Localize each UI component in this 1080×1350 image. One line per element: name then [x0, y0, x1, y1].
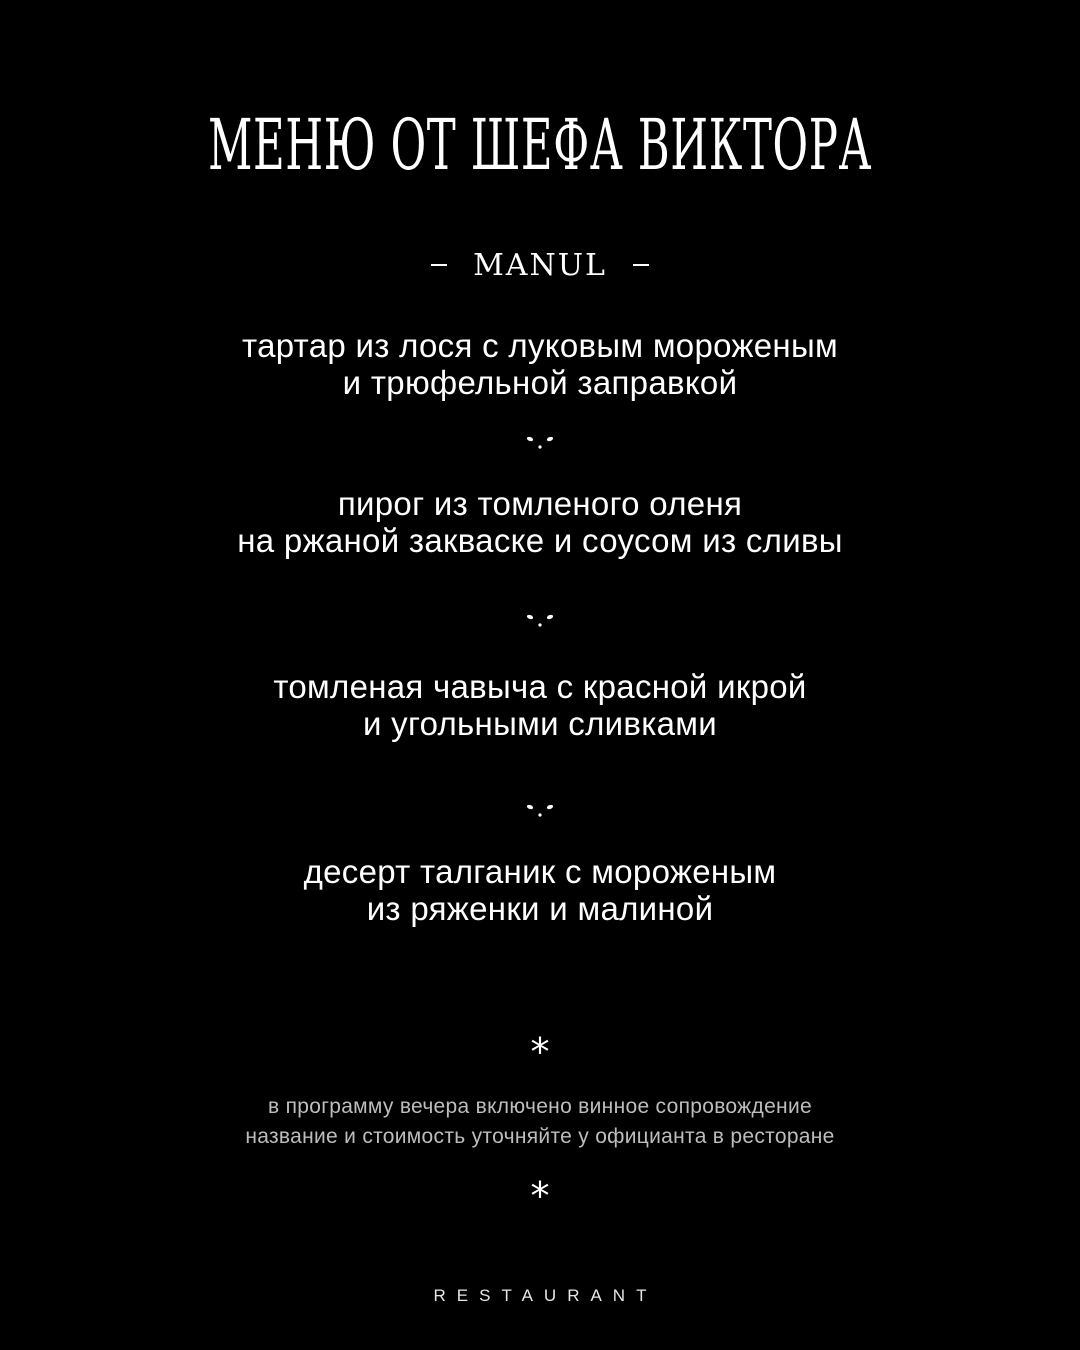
brand-name: MANUL [473, 247, 607, 283]
dish-line: тартар из лося с луковым мороженым [242, 327, 838, 364]
note-line: в программу вечера включено винное сопровождение [268, 1095, 812, 1118]
dish-item [0, 853, 1080, 927]
ornament-separator-icon [522, 610, 558, 630]
asterisk-icon: * [530, 1174, 550, 1218]
ornament-separator-icon [522, 800, 558, 820]
brand-row [0, 240, 1080, 290]
dish-line: пирог из томленого оленя [337, 485, 743, 522]
brand-dash-right [633, 264, 649, 266]
brand-dash-left [431, 264, 447, 266]
dish-line: десерт талганик с мороженым [303, 853, 777, 890]
dish-line: из ряженки и малиной [366, 890, 714, 927]
page-title: МЕНЮ ОТ ШЕФА ВИКТОРА [207, 104, 873, 186]
asterisk-icon: * [530, 1030, 550, 1074]
dish-line: томленая чавыча с красной икрой [273, 668, 807, 705]
dish-line: и трюфельной заправкой [342, 364, 738, 401]
dish-item [0, 485, 1080, 559]
note-line: название и стоимость уточняйте у официанта в ресторане [245, 1125, 835, 1148]
dish-item [0, 327, 1080, 401]
dish-line: и угольными сливками [362, 705, 718, 742]
footer-label: RESTAURANT [433, 1286, 658, 1305]
ornament-separator-icon [522, 432, 558, 452]
dish-item [0, 668, 1080, 742]
wine-pairing-note [0, 1092, 1080, 1152]
dish-line: на ржаной закваске и соусом из сливы [237, 522, 843, 559]
